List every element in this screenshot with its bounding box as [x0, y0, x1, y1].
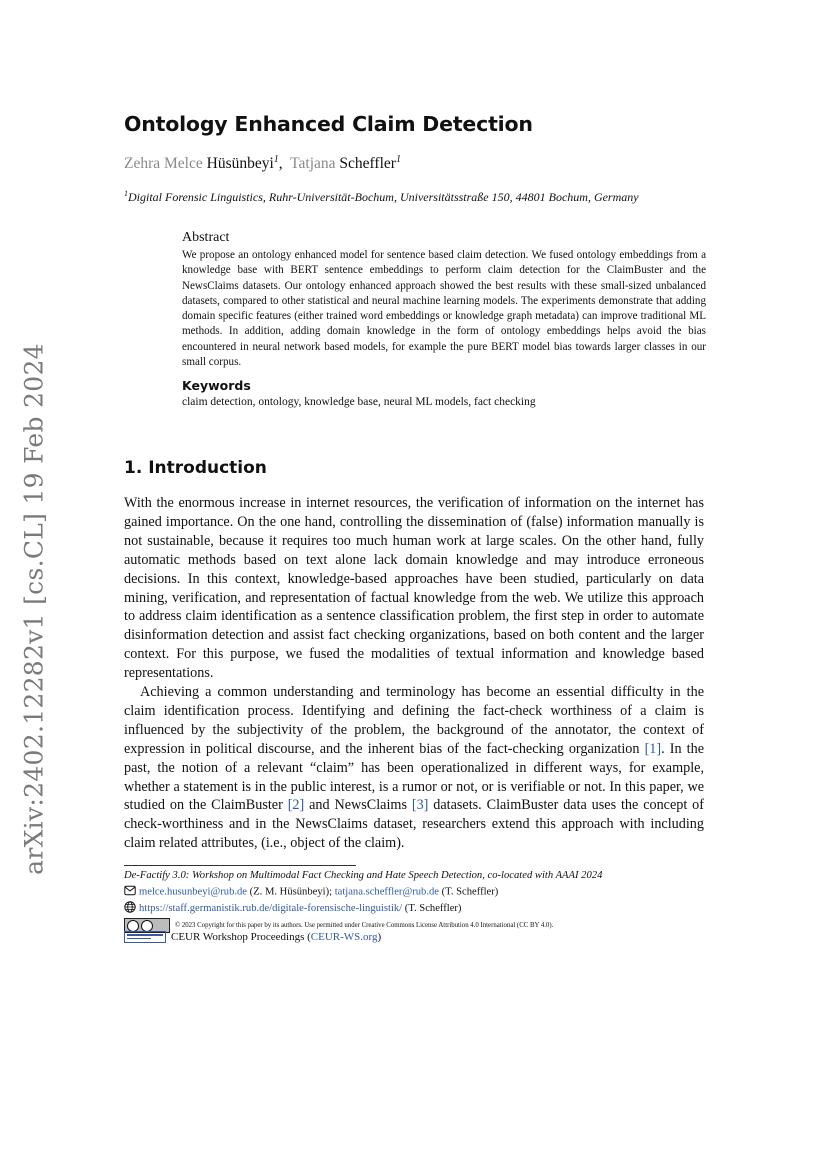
- paragraph-text: Achieving a common understanding and terminology has become an essential difficulty in the claim identification process. Identifying and defining the fact-check worthiness of a claim is influenced by the subjectivity of the problem, the background of the annotator, the context of expression in political discourse, and the inherent bias of the fact-checking organization: [124, 684, 704, 757]
- intro-paragraph-1: With the enormous increase in internet resources, the verification of information on the internet has gained importance. On the one hand, controlling the dissemination of (false) information manually is not sustainable, because it requires too much human work at large scales. On the other hand, fully automatic methods based on text alone lack domain knowledge and may introduce erroneous decisions. In this context, knowledge-based approaches have been studied, particularly on data mining, verification, and representation of factual knowledge from the web. We utilize this approach to address claim identification as a sentence classification problem, the first step in order to automate disinformation detection and assist fact checking organizations, based on both content and the larger context. For this purpose, we fused the modalities of textual information and knowledge based representations.: [124, 495, 704, 682]
- arxiv-identifier: arXiv:2402.12282v1 [cs.CL] 19 Feb 2024: [19, 343, 49, 875]
- citation-link[interactable]: [1]: [644, 740, 662, 757]
- author-list: Zehra Melce Hüsünbeyi$^1$, Tatjana Scheffler$^1$: [124, 154, 401, 173]
- author-last-name: Scheffler: [339, 155, 396, 173]
- email-owner: (Z. M. Hüsünbeyi);: [247, 886, 335, 898]
- citation-link[interactable]: [2]: [287, 797, 305, 814]
- email-footnote: [124, 885, 498, 899]
- paragraph-text: and NewsClaims: [304, 797, 412, 814]
- arxiv-sidebar: [14, 343, 54, 875]
- author-affiliation-mark: 1: [395, 154, 401, 165]
- affiliation-mark: 1: [124, 189, 128, 198]
- author-first-name: Zehra Melce: [124, 155, 203, 173]
- author-affiliation-mark: 1: [273, 154, 279, 165]
- author-last-name: Hüsünbeyi: [206, 155, 274, 173]
- email-link[interactable]: tatjana.scheffler@rub.de: [334, 886, 439, 898]
- affiliation-text: Digital Forensic Linguistics, Ruhr-Universität-Bochum, Universitätsstraße 150, 44801 Bochum, Germany: [128, 190, 639, 204]
- ceur-text: CEUR Workshop Proceedings (: [171, 931, 311, 943]
- email-owner: (T. Scheffler): [438, 886, 499, 898]
- affiliation: [124, 189, 639, 205]
- globe-icon: [124, 901, 136, 916]
- ceur-close: ): [377, 931, 382, 943]
- section-heading: 1. Introduction: [124, 458, 267, 478]
- homepage-link[interactable]: https://staff.germanistik.rub.de/digitale-forensische-linguistik/: [139, 902, 403, 914]
- footnote-divider: [124, 865, 356, 866]
- paragraph-text: datasets. ClaimBuster data uses the concept of check-worthiness and in the NewsClaims dataset, researchers extend this approach with including claim related attributes, (i.e., object of the claim).: [124, 797, 704, 852]
- abstract-heading: Abstract: [182, 230, 230, 245]
- paragraph-text: . In the past, the notion of a relevant “claim” has been operationalized in different ways, for example, whether a statement is in the public interest, is a rumor or not, or is verifiable or not. In this paper, we studied on the ClaimBuster: [124, 740, 704, 814]
- abstract-text: We propose an ontology enhanced model for sentence based claim detection. We fused ontology embeddings from a knowledge base with BERT sentence embeddings to perform claim detection for the ClaimBuster and the NewsClaims datasets. Our ontology enhanced approach showed the best results with these small-sized unbalanced datasets, compared to other statistical and neural machine learning models. The experiments demonstrate that adding domain specific features (either trained word embeddings or knowledge graph metadata) can improve traditional ML methods. In addition, adding domain knowledge in the form of ontology embeddings helps avoid the bias encountered in neural network based models, for example the pure BERT model bias towards larger classes in our small corpus.: [182, 249, 706, 369]
- ceur-logo: [124, 931, 166, 943]
- keywords-heading: Keywords: [182, 378, 251, 393]
- venue-footnote: De-Factify 3.0: Workshop on Multimodal Fact Checking and Hate Speech Detection, co-located with AAAI 2024: [124, 870, 603, 881]
- intro-paragraph-2: [124, 683, 704, 853]
- email-link[interactable]: melce.husunbeyi@rub.de: [139, 886, 248, 898]
- ceur-link[interactable]: CEUR-WS.org: [310, 931, 378, 943]
- ceur-footnote: [124, 931, 381, 943]
- author-first-name: Tatjana: [290, 155, 336, 173]
- citation-link[interactable]: [3]: [411, 797, 429, 814]
- keywords-text: claim detection, ontology, knowledge base, neural ML models, fact checking: [182, 396, 536, 408]
- copyright-text: © 2023 Copyright for this paper by its authors. Use permitted under Creative Commons License Attribution 4.0 International (CC BY 4.0).: [175, 922, 554, 930]
- paper-title: Ontology Enhanced Claim Detection: [124, 112, 533, 136]
- url-footnote: [124, 901, 461, 916]
- url-owner: (T. Scheffler): [402, 902, 462, 914]
- envelope-icon: [124, 885, 136, 899]
